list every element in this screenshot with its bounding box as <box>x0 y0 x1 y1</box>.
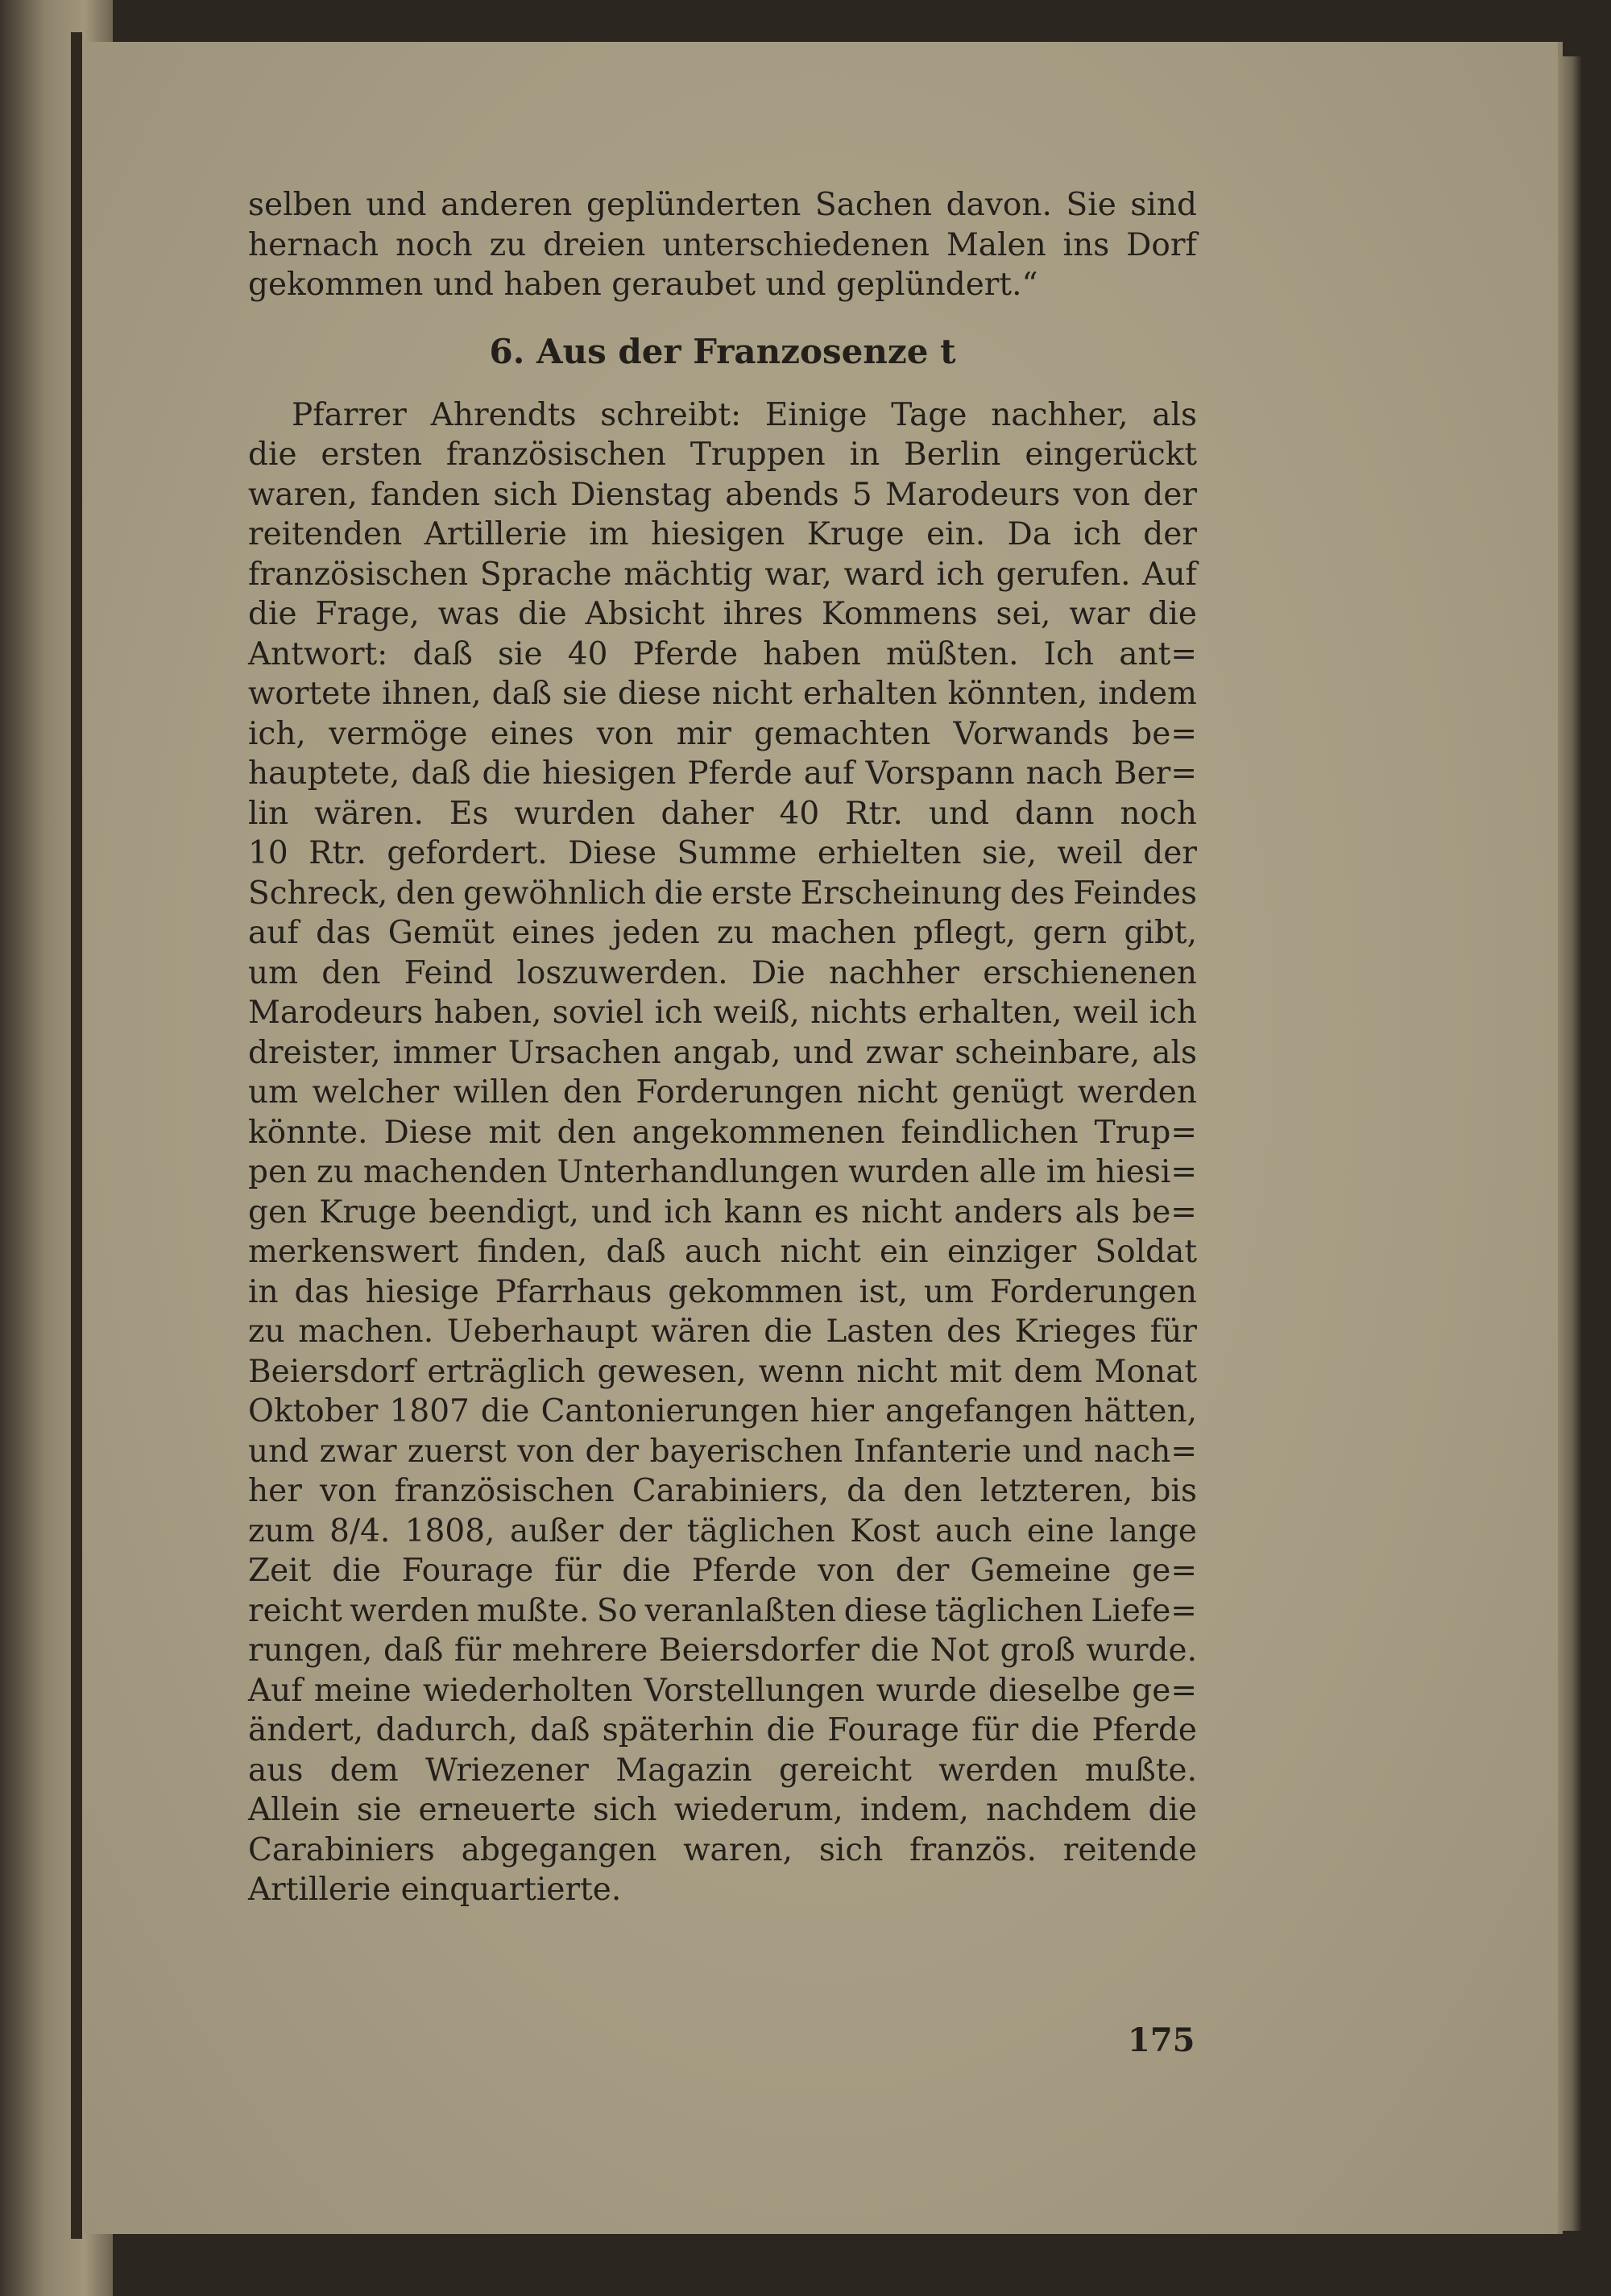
text-line: lin wären. Es wurden daher 40 Rtr. und dann noch <box>248 795 1197 832</box>
text-line: waren, fanden sich Dienstag abends 5 Marodeurs von der <box>248 476 1197 513</box>
text-line: wortete ihnen, daß sie diese nicht erhalten könnten, indem <box>248 676 1197 712</box>
text-line: reitenden Artillerie im hiesigen Kruge ein. Da ich der <box>248 516 1197 552</box>
text-line: Allein sie erneuerte sich wiederum, indem, nachdem die <box>248 1792 1197 1828</box>
text-line: Pfarrer Ahrendts schreibt: Einige Tage nachher, als <box>292 396 1197 433</box>
text-line: rungen, daß für mehrere Beiersdorfer die Not groß wurde. <box>248 1632 1197 1669</box>
text-line: Beiersdorf erträglich gewesen, wenn nicht mit dem Monat <box>248 1353 1197 1390</box>
text-line: um welcher willen den Forderungen nicht genügt werden <box>248 1074 1197 1111</box>
text-line: selben und anderen geplünderten Sachen davon. Sie sind <box>248 187 1197 223</box>
text-line: aus dem Wriezener Magazin gereicht werden mußte. <box>248 1752 1197 1789</box>
text-line: her von französischen Carabiniers, da den letzteren, bis <box>248 1473 1197 1509</box>
text-line: hernach noch zu dreien unterschiedenen Malen ins Dorf <box>248 226 1197 263</box>
text-line: zum 8/4. 1808, außer der täglichen Kost auch eine lange <box>248 1512 1197 1549</box>
text-line: zu machen. Ueberhaupt wären die Lasten des Krieges für <box>248 1313 1197 1350</box>
text-line: gekommen und haben geraubet und geplündert.“ <box>248 267 1038 303</box>
text-line: in das hiesige Pfarrhaus gekommen ist, um Forderungen <box>248 1273 1197 1310</box>
text-line: ändert, dadurch, daß späterhin die Fourage für die Pferde <box>248 1712 1197 1748</box>
text-line: Carabiniers abgegangen waren, sich französ. reitende <box>248 1831 1197 1868</box>
text-line: pen zu machenden Unterhandlungen wurden alle im hiesi= <box>248 1154 1197 1190</box>
text-line: 10 Rtr. gefordert. Diese Summe erhielten sie, weil der <box>248 835 1197 871</box>
text-line: Auf meine wiederholten Vorstellungen wurde dieselbe ge= <box>248 1672 1197 1709</box>
text-line: um den Feind loszuwerden. Die nachher erschienenen <box>248 954 1197 991</box>
text-line: ich, vermöge eines von mir gemachten Vorwands be= <box>248 715 1197 752</box>
page-edge <box>1558 56 1582 2231</box>
text-line: Zeit die Fourage für die Pferde von der Gemeine ge= <box>248 1553 1197 1589</box>
section-heading: 6. Aus der Franzosenze t <box>489 331 956 371</box>
text-line: die ersten französischen Truppen in Berlin eingerückt <box>248 436 1197 473</box>
text-line: Antwort: daß sie 40 Pferde haben müßten. Ich ant= <box>248 635 1197 672</box>
text-line: merkenswert finden, daß auch nicht ein einziger Soldat <box>248 1234 1197 1270</box>
text-line: Schreck, den gewöhnlich die erste Erscheinung des Feindes <box>248 875 1197 912</box>
text-line: gen Kruge beendigt, und ich kann es nicht anders als be= <box>248 1194 1197 1231</box>
text-line: könnte. Diese mit den angekommenen feindlichen Trup= <box>248 1114 1197 1151</box>
text-line: hauptete, daß die hiesigen Pferde auf Vorspann nach Ber= <box>248 755 1197 792</box>
text-line: auf das Gemüt eines jeden zu machen pflegt, gern gibt, <box>248 915 1197 951</box>
text-line: und zwar zuerst von der bayerischen Infanterie und nach= <box>248 1433 1197 1470</box>
text-line: französischen Sprache mächtig war, ward ich gerufen. Auf <box>248 556 1197 593</box>
page-gutter <box>71 32 82 2239</box>
text-line: dreister, immer Ursachen angab, und zwar scheinbare, als <box>248 1034 1197 1071</box>
text-line: die Frage, was die Absicht ihres Kommens sei, war die <box>248 596 1197 632</box>
text-line: reicht werden mußte. So veranlaßten diese täglichen Liefe= <box>248 1592 1197 1629</box>
text-line: Oktober 1807 die Cantonierungen hier angefangen hätten, <box>248 1393 1197 1429</box>
page-number: 175 <box>1128 2021 1195 2059</box>
text-line: Artillerie einquartierte. <box>248 1872 622 1908</box>
text-block <box>248 185 1197 1910</box>
text-line: Marodeurs haben, soviel ich weiß, nichts erhalten, weil ich <box>248 995 1197 1031</box>
